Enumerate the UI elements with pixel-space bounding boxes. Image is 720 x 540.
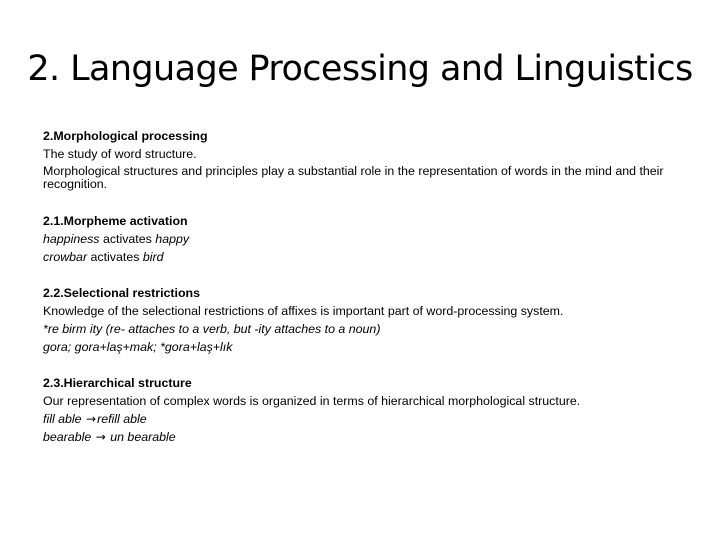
example-connector: activates [99,232,156,246]
right-arrow-icon: → [86,412,97,426]
example-word: un bearable [110,430,176,444]
section-heading: 2.3.Hierarchical structure [43,376,192,390]
example-line [43,410,683,428]
section-morpheme-activation [43,212,683,266]
section-heading: 2.Morphological processing [43,129,208,143]
example-line: *re birm ity (re- attaches to a verb, but -ity attaches to a noun) [43,322,381,336]
example-line [43,248,683,266]
example-line [43,428,683,446]
section-selectional-restrictions [43,284,683,356]
body-text: The study of word structure. [43,147,197,161]
body-text: Knowledge of the selectional restrictions of affixes is important part of word-processing system. [43,304,564,318]
example-line: gora; gora+laş+mak; *gora+laş+lık [43,340,233,354]
section-heading: 2.2.Selectional restrictions [43,286,201,300]
section-heading: 2.1.Morpheme activation [43,214,188,228]
body-text: Our representation of complex words is organized in terms of hierarchical morphological structure. [43,394,581,408]
example-word: happy [155,232,190,246]
section-hierarchical-structure [43,374,683,446]
example-word: bearable [43,430,92,444]
right-arrow-icon: → [95,430,106,444]
slide-title: 2. Language Processing and Linguistics [27,49,693,89]
section-morphological-processing [43,127,683,194]
example-line [43,230,683,248]
example-connector: activates [87,250,143,264]
example-word: happiness [43,232,100,246]
body-text: Morphological structures and principles play a substantial role in the representation of words in the mind and their recognition. [43,164,664,191]
example-word: fill able [43,412,82,426]
example-word: crowbar [43,250,88,264]
example-word: bird [142,250,164,264]
slide-body [43,127,683,464]
example-word: refill able [97,412,147,426]
